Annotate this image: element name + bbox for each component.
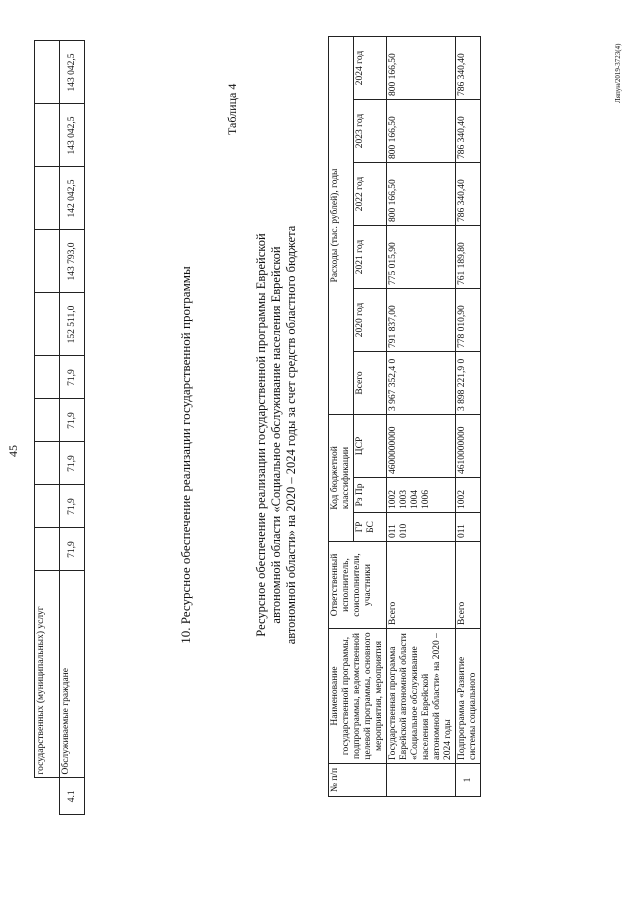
- cell-value: 142 042,5: [60, 167, 85, 230]
- table-row: [456, 37, 481, 797]
- budget-table: [328, 36, 481, 797]
- row-2021: 761 189,80: [456, 226, 481, 289]
- row-2023: 800 166,50: [387, 100, 456, 163]
- row-2020: 778 010,90: [456, 289, 481, 352]
- cell-value: 143 793,0: [60, 230, 85, 293]
- cell-value: 71,9: [60, 528, 85, 571]
- header-2022: 2022 год: [354, 163, 387, 226]
- footer-code: Ляпун/2019-3723(4): [614, 43, 622, 103]
- table-row: [387, 37, 456, 797]
- row-number: 1: [456, 764, 481, 797]
- header-csr: ЦСР: [354, 415, 387, 478]
- row-total: 3 898 221,9 0: [456, 352, 481, 415]
- row-name: Государственная программа Еврейской автономной области «Социальное обслуживание населения Еврейской автономной области» на 2020 – 2024 годы: [387, 629, 456, 764]
- table-title: Ресурсное обеспечение реализации государственной программы Еврейской автономной области «Социальное обслуживание населения Еврейской автономной области» на 2020 – 2024 годы за счет средств областного бюджета: [254, 225, 298, 645]
- header-2023: 2023 год: [354, 100, 387, 163]
- row-resp: Всего: [387, 542, 456, 629]
- cell-value: 71,9: [60, 356, 85, 399]
- row-2022: 800 166,50: [387, 163, 456, 226]
- table-row: [35, 41, 60, 815]
- row-label: Обслуживаемые граждане: [60, 571, 85, 778]
- row-csr: 4610000000: [456, 415, 481, 478]
- cell-value: 71,9: [60, 485, 85, 528]
- row-total: 3 967 352,4 0: [387, 352, 456, 415]
- row-number: 4.1: [60, 778, 85, 815]
- section-heading: 10. Ресурсное обеспечение реализации государственной программы: [178, 266, 193, 644]
- row-grbs: 011 010: [387, 513, 456, 542]
- row-rzpr: 1002: [456, 478, 481, 513]
- row-rzpr: 1002 1003 1004 1006: [387, 478, 456, 513]
- table-label: Таблица 4: [225, 83, 239, 135]
- row-2024: 800 166,50: [387, 37, 456, 100]
- header-expenses: Расходы (тыс. рублей), годы: [329, 37, 354, 415]
- header-row: [329, 37, 354, 797]
- header-name: Наименование государственной программы, подпрограммы, ведомственной целевой программы, основного мероприятия, мероприятия: [329, 629, 387, 764]
- header-2024: 2024 год: [354, 37, 387, 100]
- cell-value: 71,9: [60, 442, 85, 485]
- row-csr: 4600000000: [387, 415, 456, 478]
- row-number: [387, 764, 456, 797]
- top-table: [34, 41, 85, 816]
- row-name: Подпрограмма «Развитие системы социального: [456, 629, 481, 764]
- cell-value: 143 042,5: [60, 41, 85, 104]
- table-row: [60, 41, 85, 815]
- page-number: 45: [6, 445, 20, 457]
- row-2023: 786 340,40: [456, 100, 481, 163]
- header-grbs: ГР БС: [354, 513, 387, 542]
- row-grbs: 011: [456, 513, 481, 542]
- header-total: Всего: [354, 352, 387, 415]
- row-resp: Всего: [456, 542, 481, 629]
- row-2022: 786 340,40: [456, 163, 481, 226]
- header-resp: Ответственный исполнитель, соисполнители, участники: [329, 542, 387, 629]
- cell-value: 152 511,0: [60, 293, 85, 356]
- header-rzpr: Рз Пр: [354, 478, 387, 513]
- header-num: № п/п: [329, 764, 387, 797]
- row-label: государственных (муниципальных) услуг: [35, 571, 60, 778]
- row-2024: 786 340,40: [456, 37, 481, 100]
- row-2020: 791 837,00: [387, 289, 456, 352]
- header-2020: 2020 год: [354, 289, 387, 352]
- header-code: Код бюджетной классификации: [329, 415, 354, 542]
- cell-value: 71,9: [60, 399, 85, 442]
- cell-value: 143 042,5: [60, 104, 85, 167]
- row-2021: 775 015,90: [387, 226, 456, 289]
- header-2021: 2021 год: [354, 226, 387, 289]
